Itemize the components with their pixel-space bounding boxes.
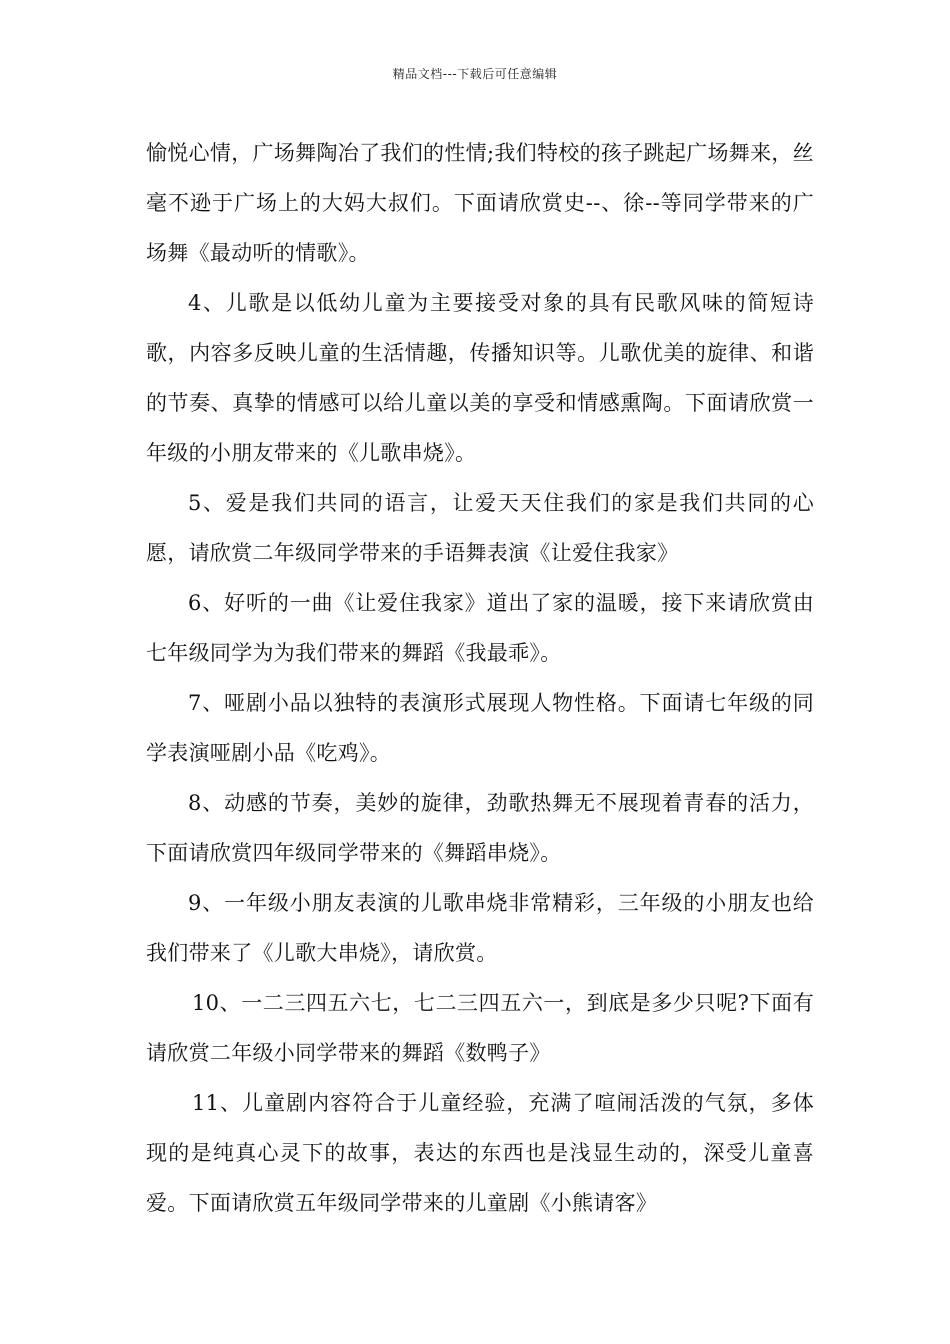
paragraph-continuation: 愉悦心情，广场舞陶冶了我们的性情;我们特校的孩子跳起广场舞来，丝毫不逊于广场上的大妈大叔们。下面请欣赏史--、徐--等同学带来的广场舞《最动听的情歌》。	[146, 141, 814, 265]
paragraph-item-9: 9、一年级小朋友表演的儿歌串烧非常精彩，三年级的小朋友也给我们带来了《儿歌大串烧》，请欣赏。	[146, 891, 814, 965]
paragraph-item-11: 11、儿童剧内容符合于儿童经验，充满了喧闹活泼的气氛，多体现的是纯真心灵下的故事，表达的东西也是浅显生动的，深受儿童喜爱。下面请欣赏五年级同学带来的儿童剧《小熊请客》	[146, 1091, 814, 1215]
document-body	[146, 128, 814, 1228]
page-header: 精品文档---下载后可任意编辑	[392, 67, 558, 81]
paragraph-item-6: 6、好听的一曲《让爱住我家》道出了家的温暖，接下来请欣赏由七年级同学为为我们带来的舞蹈《我最乖》。	[146, 591, 814, 665]
paragraph-item-8: 8、动感的节奏，美妙的旋律，劲歌热舞无不展现着青春的活力，下面请欣赏四年级同学带来的《舞蹈串烧》。	[146, 791, 814, 865]
paragraph-item-4: 4、儿歌是以低幼儿童为主要接受对象的具有民歌风味的简短诗歌，内容多反映儿童的生活情趣，传播知识等。儿歌优美的旋律、和谐的节奏、真挚的情感可以给儿童以美的享受和情感熏陶。下面请欣赏一年级的小朋友带来的《儿歌串烧》。	[146, 291, 814, 465]
paragraph-item-10: 10、一二三四五六七，七二三四五六一，到底是多少只呢?下面有请欣赏二年级小同学带来的舞蹈《数鸭子》	[146, 991, 814, 1065]
paragraph-item-5: 5、爱是我们共同的语言，让爱天天住我们的家是我们共同的心愿，请欣赏二年级同学带来的手语舞表演《让爱住我家》	[146, 491, 814, 565]
paragraph-item-7: 7、哑剧小品以独特的表演形式展现人物性格。下面请七年级的同学表演哑剧小品《吃鸡》。	[146, 691, 814, 765]
